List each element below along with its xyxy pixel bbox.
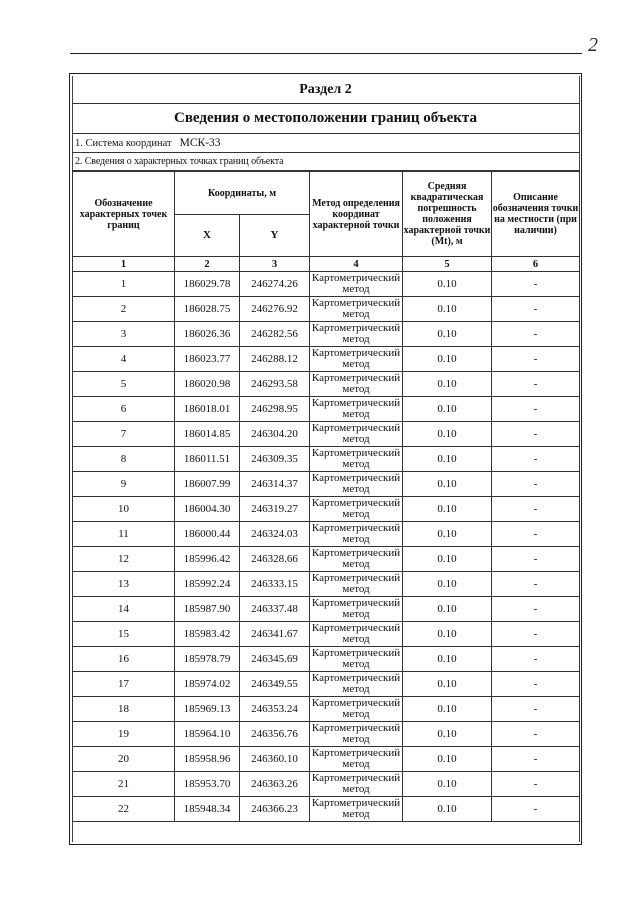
x-coordinate-cell: 186014.85 [175,422,240,447]
point-number-cell: 21 [73,772,175,797]
y-coordinate-cell: 246298.95 [240,397,310,422]
method-cell: Картометрический метод [310,797,403,822]
method-cell: Картометрический метод [310,472,403,497]
description-cell: - [492,447,580,472]
x-coordinate-cell: 185948.34 [175,797,240,822]
x-coordinate-cell: 186007.99 [175,472,240,497]
x-coordinate-cell: 186004.30 [175,497,240,522]
description-cell: - [492,722,580,747]
y-coordinate-cell: 246276.92 [240,297,310,322]
point-number-cell: 2 [73,297,175,322]
table-row [73,397,580,422]
x-coordinate-cell: 186011.51 [175,447,240,472]
y-coordinate-cell: 246337.48 [240,597,310,622]
accuracy-cell: 0.10 [403,697,492,722]
table-row [73,297,580,322]
y-coordinate-cell: 246349.55 [240,672,310,697]
y-coordinate-cell: 246314.37 [240,472,310,497]
column-number: 3 [240,257,310,272]
description-cell: - [492,322,580,347]
point-number-cell: 3 [73,322,175,347]
accuracy-cell: 0.10 [403,272,492,297]
accuracy-cell: 0.10 [403,772,492,797]
point-number-cell: 9 [73,472,175,497]
method-cell: Картометрический метод [310,572,403,597]
x-coordinate-cell: 186020.98 [175,372,240,397]
point-number-cell: 8 [73,447,175,472]
col-y-header: Y [240,215,310,257]
accuracy-cell: 0.10 [403,497,492,522]
page-number: 2 [588,34,598,56]
method-cell: Картометрический метод [310,422,403,447]
method-cell: Картометрический метод [310,347,403,372]
table-row [73,472,580,497]
table-row [73,547,580,572]
point-number-cell: 12 [73,547,175,572]
accuracy-cell: 0.10 [403,397,492,422]
y-coordinate-cell: 246309.35 [240,447,310,472]
description-cell: - [492,572,580,597]
method-cell: Картометрический метод [310,597,403,622]
accuracy-cell: 0.10 [403,322,492,347]
accuracy-cell: 0.10 [403,597,492,622]
y-coordinate-cell: 246282.56 [240,322,310,347]
y-coordinate-cell: 246366.23 [240,797,310,822]
point-number-cell: 17 [73,672,175,697]
description-cell: - [492,797,580,822]
table-row [73,372,580,397]
col-method-header: Метод определения координат характерной точки [310,172,403,257]
method-cell: Картометрический метод [310,622,403,647]
description-cell: - [492,672,580,697]
accuracy-cell: 0.10 [403,347,492,372]
table-row [73,322,580,347]
table-row [73,497,580,522]
x-coordinate-cell: 186018.01 [175,397,240,422]
x-coordinate-cell: 186023.77 [175,347,240,372]
col-designation-header: Обозначение характерных точек границ [73,172,175,257]
method-cell: Картометрический метод [310,322,403,347]
table-row [73,772,580,797]
point-number-cell: 11 [73,522,175,547]
x-coordinate-cell: 185958.96 [175,747,240,772]
y-coordinate-cell: 246293.58 [240,372,310,397]
y-coordinate-cell: 246353.24 [240,697,310,722]
point-number-cell: 14 [73,597,175,622]
points-heading: 2. Сведения о характерных точках границ объекта [72,153,579,171]
section-title: Раздел 2 [72,76,579,104]
description-cell: - [492,772,580,797]
y-coordinate-cell: 246274.26 [240,272,310,297]
point-number-cell: 13 [73,572,175,597]
table-row [73,572,580,597]
accuracy-cell: 0.10 [403,572,492,597]
accuracy-cell: 0.10 [403,447,492,472]
description-cell: - [492,297,580,322]
x-coordinate-cell: 185969.13 [175,697,240,722]
accuracy-cell: 0.10 [403,547,492,572]
point-number-cell: 22 [73,797,175,822]
method-cell: Картометрический метод [310,647,403,672]
method-cell: Картометрический метод [310,772,403,797]
column-number: 2 [175,257,240,272]
col-coordinates-header: Координаты, м [175,172,310,215]
method-cell: Картометрический метод [310,297,403,322]
table-row [73,522,580,547]
coordinate-system-value: МСК-33 [179,137,221,149]
table-row [73,622,580,647]
y-coordinate-cell: 246319.27 [240,497,310,522]
column-number: 1 [73,257,175,272]
description-cell: - [492,522,580,547]
description-cell: - [492,497,580,522]
table-row [73,647,580,672]
x-coordinate-cell: 186028.75 [175,297,240,322]
method-cell: Картометрический метод [310,272,403,297]
method-cell: Картометрический метод [310,697,403,722]
accuracy-cell: 0.10 [403,522,492,547]
coordinate-system-label: 1. Система координат [75,137,172,149]
method-cell: Картометрический метод [310,672,403,697]
description-cell: - [492,547,580,572]
table-row [73,672,580,697]
y-coordinate-cell: 246341.67 [240,622,310,647]
description-cell: - [492,697,580,722]
description-cell: - [492,347,580,372]
description-cell: - [492,472,580,497]
y-coordinate-cell: 246356.76 [240,722,310,747]
accuracy-cell: 0.10 [403,622,492,647]
x-coordinate-cell: 185992.24 [175,572,240,597]
table-body [73,272,580,822]
x-coordinate-cell: 185964.10 [175,722,240,747]
accuracy-cell: 0.10 [403,647,492,672]
description-cell: - [492,422,580,447]
accuracy-cell: 0.10 [403,747,492,772]
accuracy-cell: 0.10 [403,797,492,822]
method-cell: Картометрический метод [310,722,403,747]
table-row [73,697,580,722]
y-coordinate-cell: 246288.12 [240,347,310,372]
method-cell: Картометрический метод [310,372,403,397]
method-cell: Картометрический метод [310,497,403,522]
table-blank-footer [72,826,579,842]
method-cell: Картометрический метод [310,447,403,472]
point-number-cell: 16 [73,647,175,672]
col-accuracy-header: Средняя квадратическая погрешность положения характерной точки (Mt), м [403,172,492,257]
point-number-cell: 7 [73,422,175,447]
x-coordinate-cell: 185983.42 [175,622,240,647]
point-number-cell: 15 [73,622,175,647]
x-coordinate-cell: 186026.36 [175,322,240,347]
description-cell: - [492,597,580,622]
accuracy-cell: 0.10 [403,722,492,747]
table-row [73,272,580,297]
y-coordinate-cell: 246363.26 [240,772,310,797]
x-coordinate-cell: 185953.70 [175,772,240,797]
y-coordinate-cell: 246345.69 [240,647,310,672]
col-description-header: Описание обозначения точки на местности (при наличии) [492,172,580,257]
x-coordinate-cell: 186000.44 [175,522,240,547]
point-number-cell: 5 [73,372,175,397]
description-cell: - [492,272,580,297]
table-row [73,447,580,472]
column-number: 5 [403,257,492,272]
table-row [73,722,580,747]
accuracy-cell: 0.10 [403,297,492,322]
description-cell: - [492,397,580,422]
x-coordinate-cell: 185974.02 [175,672,240,697]
method-cell: Картометрический метод [310,547,403,572]
description-cell: - [492,372,580,397]
column-number-row [73,257,580,272]
description-cell: - [492,647,580,672]
y-coordinate-cell: 246324.03 [240,522,310,547]
y-coordinate-cell: 246328.66 [240,547,310,572]
y-coordinate-cell: 246360.10 [240,747,310,772]
y-coordinate-cell: 246304.20 [240,422,310,447]
coordinate-system-row [72,134,579,153]
accuracy-cell: 0.10 [403,672,492,697]
point-number-cell: 4 [73,347,175,372]
table-row [73,747,580,772]
accuracy-cell: 0.10 [403,472,492,497]
point-number-cell: 19 [73,722,175,747]
table-row [73,597,580,622]
column-number: 4 [310,257,403,272]
x-coordinate-cell: 186029.78 [175,272,240,297]
column-number: 6 [492,257,580,272]
description-cell: - [492,622,580,647]
boundary-points-table [72,171,580,822]
y-coordinate-cell: 246333.15 [240,572,310,597]
description-cell: - [492,747,580,772]
accuracy-cell: 0.10 [403,422,492,447]
method-cell: Картометрический метод [310,747,403,772]
point-number-cell: 18 [73,697,175,722]
point-number-cell: 10 [73,497,175,522]
top-rule [70,53,582,54]
x-coordinate-cell: 185996.42 [175,547,240,572]
x-coordinate-cell: 185987.90 [175,597,240,622]
accuracy-cell: 0.10 [403,372,492,397]
point-number-cell: 20 [73,747,175,772]
table-row [73,422,580,447]
point-number-cell: 1 [73,272,175,297]
method-cell: Картометрический метод [310,397,403,422]
table-row [73,797,580,822]
x-coordinate-cell: 185978.79 [175,647,240,672]
point-number-cell: 6 [73,397,175,422]
method-cell: Картометрический метод [310,522,403,547]
table-row [73,347,580,372]
col-x-header: X [175,215,240,257]
main-title: Сведения о местоположении границ объекта [72,104,579,134]
